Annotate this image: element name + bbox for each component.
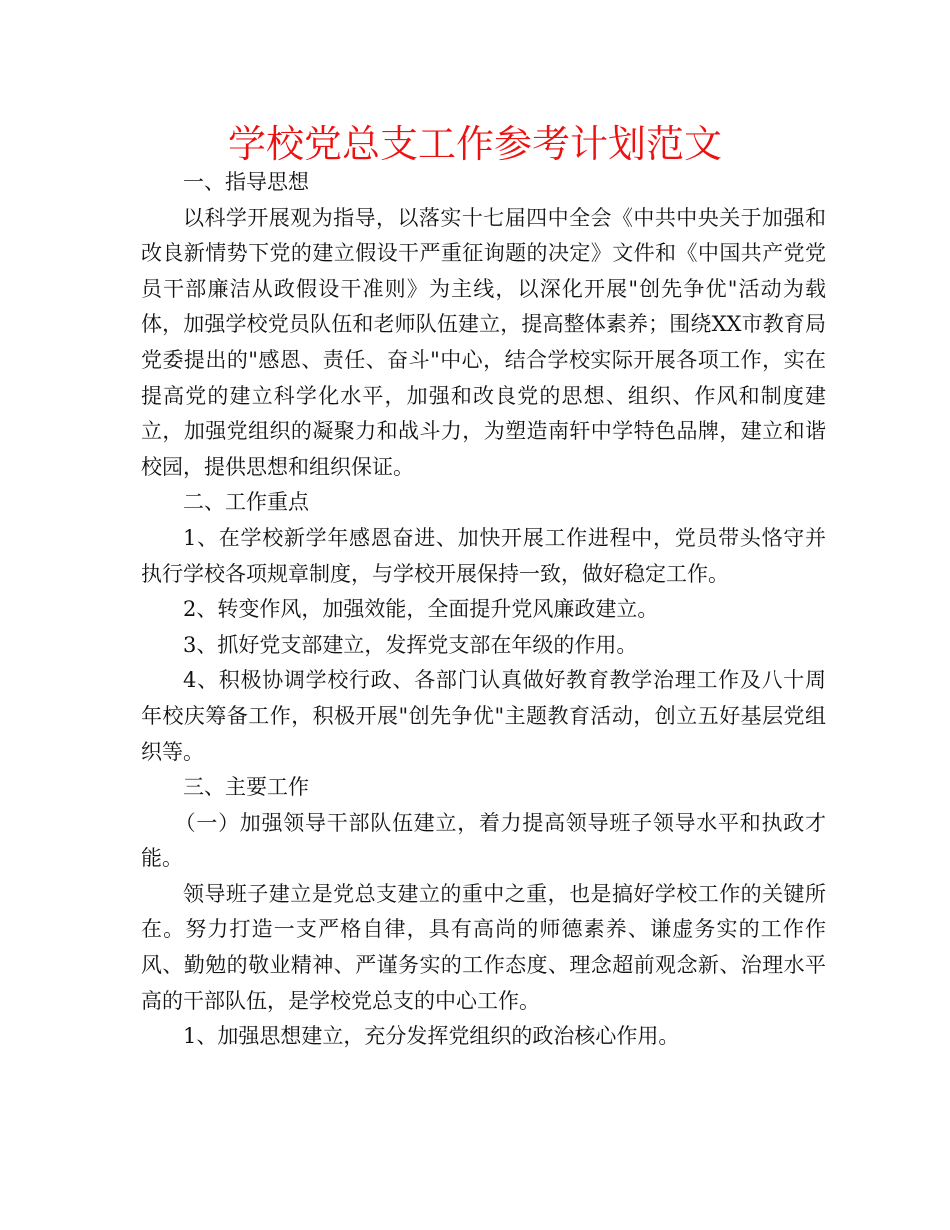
paragraph-leadership: 领导班子建立是党总支建立的重中之重，也是搞好学校工作的关键所在。努力打造一支严格自律，具有高尚的师德素养、谦虚务实的工作作风、勤勉的敬业精神、严谨务实的工作态度、理念超前观念新、治理水平高的干部队伍，是学校党总支的中心工作。 [141,881,826,1013]
section-heading-main-work: 三、主要工作 [183,775,309,800]
subsection-heading-leadership: （一）加强领导干部队伍建立，着力提高领导班子领导水平和执政才能。 [141,810,826,871]
list-item-ideology-building: 1、加强思想建立，充分发挥党组织的政治核心作用。 [183,1024,680,1049]
list-item-focus-1: 1、在学校新学年感恩奋进、加快开展工作进程中，党员带头恪守并执行学校各项规章制度，与学校开展保持一致，做好稳定工作。 [141,525,826,586]
list-item-focus-4: 4、积极协调学校行政、各部门认真做好教育教学治理工作及八十周年校庆筹备工作，积极开展"创先争优"主题教育活动，创立五好基层党组织等。 [141,668,826,764]
list-item-focus-2: 2、转变作风，加强效能，全面提升党风廉政建立。 [183,597,659,622]
list-item-focus-3: 3、抓好党支部建立，发挥党支部在年级的作用。 [183,632,638,657]
document-title: 学校党总支工作参考计划范文 [227,122,722,166]
section-heading-work-focus: 二、工作重点 [183,490,309,515]
section-heading-guiding-ideology: 一、指导思想 [183,170,309,194]
document-body [141,165,826,1055]
paragraph-guiding-ideology: 以科学开展观为指导，以落实十七届四中全会《中共中央关于加强和改良新情势下党的建立假设干严重征询题的决定》文件和《中国共产党党员干部廉洁从政假设干准则》为主线，以深化开展"创先争优"活动为载体，加强学校党员队伍和老师队伍建立，提高整体素养；围绕XX市教育局党委提出的"感恩、责任、奋斗"中心，结合学校实际开展各项工作，实在提高党的建立科学化水平，加强和改良党的思想、组织、作风和制度建立，加强党组织的凝聚力和战斗力，为塑造南轩中学特色品牌，建立和谐校园，提供思想和组织保证。 [141,205,826,479]
